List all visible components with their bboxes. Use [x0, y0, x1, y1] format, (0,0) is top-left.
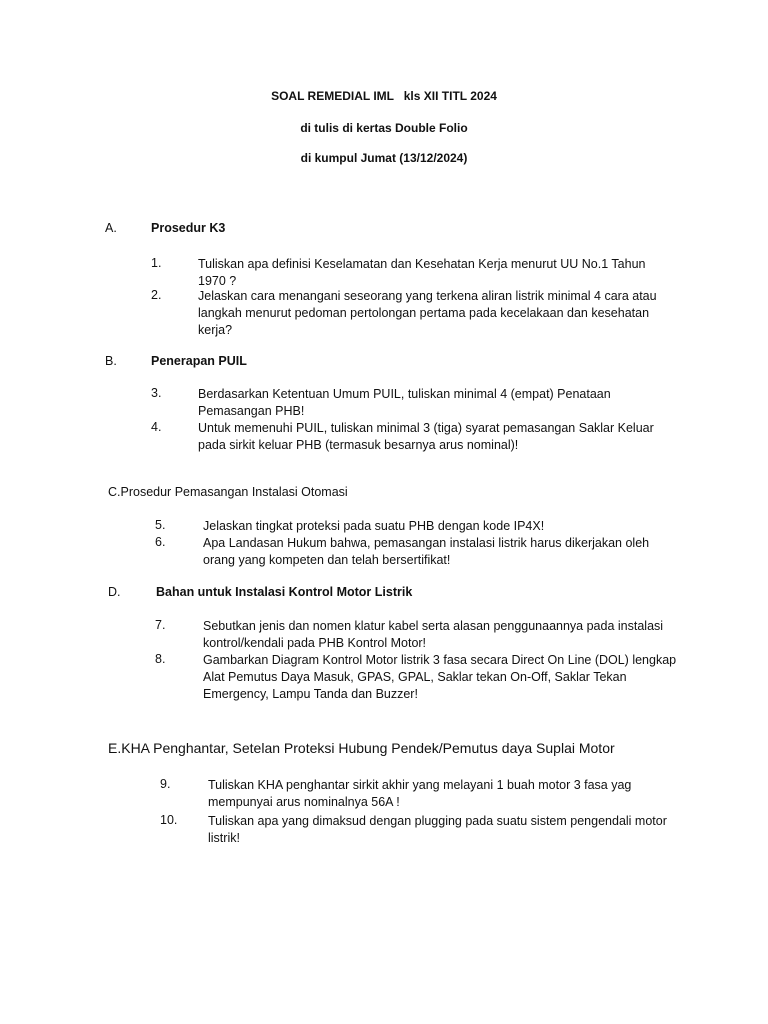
- question-2-number: 2.: [151, 288, 162, 302]
- question-10-number: 10.: [160, 813, 178, 827]
- section-c-title: C.Prosedur Pemasangan Instalasi Otomasi: [108, 485, 348, 499]
- section-e-title: E.KHA Penghantar, Setelan Proteksi Hubung Pendek/Pemutus daya Suplai Motor: [108, 740, 615, 756]
- section-b-letter: B.: [105, 354, 117, 368]
- question-4-text: Untuk memenuhi PUIL, tuliskan minimal 3 (tiga) syarat pemasangan Saklar Keluar pada sirkit keluar PHB (termasuk besarnya arus nominal)!: [198, 421, 654, 452]
- section-a-title: Prosedur K3: [151, 221, 226, 235]
- document-subtitle-deadline: di kumpul Jumat (13/12/2024): [300, 151, 468, 165]
- question-8-number: 8.: [155, 652, 166, 666]
- question-4-number: 4.: [151, 420, 162, 434]
- section-d-title: Bahan untuk Instalasi Kontrol Motor Listrik: [156, 585, 413, 599]
- section-d-letter: D.: [108, 585, 121, 599]
- question-2-text: Jelaskan cara menangani seseorang yang terkena aliran listrik minimal 4 cara atau langkah menurut pedoman pertolongan pertama pada kecelakaan dan kesehatan kerja?: [198, 289, 657, 337]
- question-3-text: Berdasarkan Ketentuan Umum PUIL, tuliskan minimal 4 (empat) Penataan Pemasangan PHB!: [198, 387, 611, 418]
- question-6-text: Apa Landasan Hukum bahwa, pemasangan instalasi listrik harus dikerjakan oleh orang yang kompeten dan telah bersertifikat!: [203, 536, 650, 567]
- question-5-number: 5.: [155, 518, 166, 532]
- question-7-text: Sebutkan jenis dan nomen klatur kabel serta alasan penggunaannya pada instalasi kontrol/kendali pada PHB Kontrol Motor!: [203, 619, 664, 650]
- question-8-text: Gambarkan Diagram Kontrol Motor listrik 3 fasa secara Direct On Line (DOL) lengkap Alat Pemutus Daya Masuk, GPAS, GPAL, Saklar tekan On-Off, Saklar Tekan Emergency, Lampu Tanda dan Buzzer!: [203, 653, 677, 701]
- question-7-number: 7.: [155, 618, 166, 632]
- document-subtitle-paper: di tulis di kertas Double Folio: [300, 121, 468, 135]
- question-1-number: 1.: [151, 256, 162, 270]
- section-a-letter: A.: [105, 221, 117, 235]
- document-title: SOAL REMEDIAL IML kls XII TITL 2024: [271, 89, 497, 103]
- question-9-number: 9.: [160, 777, 171, 791]
- question-6-number: 6.: [155, 535, 166, 549]
- question-5-text: Jelaskan tingkat proteksi pada suatu PHB dengan kode IP4X!: [203, 519, 545, 533]
- question-9-text: Tuliskan KHA penghantar sirkit akhir yang melayani 1 buah motor 3 fasa yag mempunyai arus nominalnya 56A !: [208, 778, 632, 809]
- question-10-text: Tuliskan apa yang dimaksud dengan plugging pada suatu sistem pengendali motor listrik!: [208, 814, 667, 845]
- question-3-number: 3.: [151, 386, 162, 400]
- question-1-text: Tuliskan apa definisi Keselamatan dan Kesehatan Kerja menurut UU No.1 Tahun 1970 ?: [198, 257, 646, 288]
- section-b-title: Penerapan PUIL: [151, 354, 247, 368]
